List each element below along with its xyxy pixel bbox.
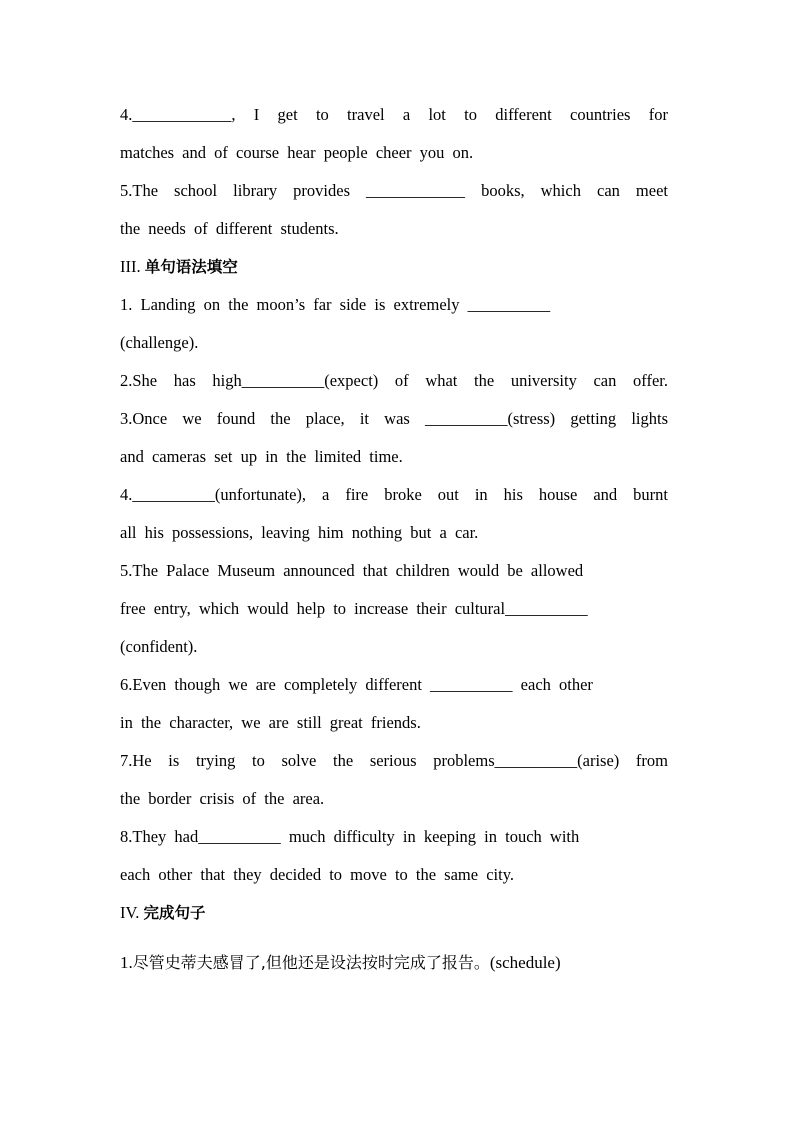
document-page: [120, 96, 668, 982]
text-line: matches and of course hear people cheer you on.: [120, 143, 474, 162]
text-line: 1. Landing on the moon’s far side is extremely __________: [120, 295, 551, 314]
text-line: all his possessions, leaving him nothing but a car.: [120, 523, 479, 542]
section-title: 完成句子: [143, 904, 206, 922]
text-line: 2.She has high__________(expect) of what the university can offer.: [120, 371, 668, 390]
text-line: free entry, which would help to increase their cultural__________: [120, 599, 588, 618]
text-line: 5.The school library provides ____________ books, which can meet: [120, 181, 668, 200]
section-numeral: IV.: [120, 903, 144, 922]
text-line: the border crisis of the area.: [120, 789, 325, 808]
section-heading-3: [120, 248, 668, 286]
section-heading-4: [120, 894, 668, 932]
text-line: 4.__________(unfortunate), a fire broke out in his house and burnt: [120, 485, 668, 504]
text-line: 7.He is trying to solve the serious problems__________(arise) from: [120, 751, 668, 770]
text-line: and cameras set up in the limited time.: [120, 447, 403, 466]
translation-question-1: [120, 944, 668, 982]
text-line: (confident).: [120, 637, 198, 656]
text-line: 5.The Palace Museum announced that children would be allowed: [120, 561, 584, 580]
text-line: 6.Even though we are completely different __________ each other: [120, 675, 593, 694]
question-hint: (schedule): [489, 953, 561, 972]
question-chinese: 尽管史蒂夫感冒了,但他还是设法按时完成了报告。: [132, 953, 490, 972]
text-line: (challenge).: [120, 333, 199, 352]
text-line: 4.____________, I get to travel a lot to different countries for: [120, 105, 668, 124]
text-line: in the character, we are still great friends.: [120, 713, 421, 732]
text-line: each other that they decided to move to the same city.: [120, 865, 515, 884]
text-line: 3.Once we found the place, it was __________(stress) getting lights: [120, 409, 668, 428]
section-numeral: III.: [120, 257, 145, 276]
question-number: 1.: [120, 953, 133, 972]
text-line: 8.They had__________ much difficulty in keeping in touch with: [120, 827, 580, 846]
section-title: 单句语法填空: [144, 258, 238, 276]
text-line: the needs of different students.: [120, 219, 339, 238]
